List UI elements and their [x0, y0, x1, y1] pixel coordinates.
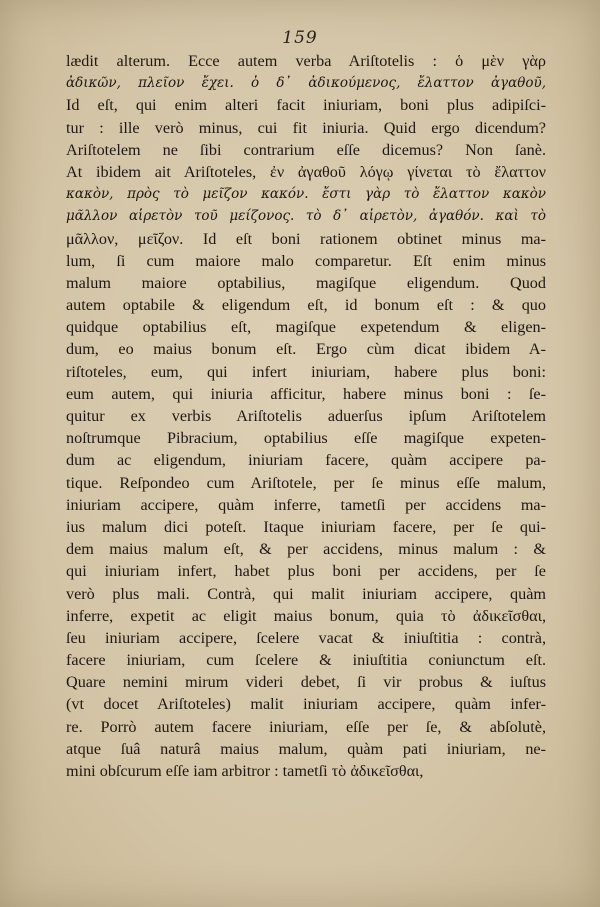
text-line: tique. Reſpondeo cum Ariſtotele, per ſe minus eſſe malum, — [66, 473, 546, 492]
text-line: dum, eo maius bonum eſt. Ergo cùm dicat ibidem A- — [66, 340, 546, 359]
text-line: atque ſuâ naturâ maius malum, quàm pati iniuriam, ne- — [66, 739, 546, 758]
text-line: autem optabile & eligendum eſt, id bonum eſt : & quo — [66, 296, 546, 315]
text-line: inferre, expetit ac eligit maius bonum, quia τὸ ἀδικεῖσθαι, — [66, 606, 546, 625]
text-line: ἀδικῶν, πλεῖον ἔχει. ὁ δ᾽ ἀδικούμενος, ἔλαττον ἀγαθοῦ, — [66, 75, 546, 92]
page-number: 159 — [282, 28, 318, 48]
text-line: re. Porrò autem facere iniuriam, eſſe per ſe, & abſolutè, — [66, 717, 546, 736]
text-line: verò plus mali. Contrà, qui malit iniuriam accipere, quàm — [66, 584, 546, 603]
text-line: dem maius malum eſt, & per accidens, minus malum : & — [66, 540, 546, 559]
text-line: lum, ſi cum maiore malo comparetur. Eſt enim minus — [66, 251, 546, 270]
text-line: dum ac eligendum, iniuriam facere, quàm accipere pa- — [66, 451, 546, 470]
text-line: ſeu iniuriam accipere, ſcelere vacat & iniuſtitia : contrà, — [66, 628, 546, 647]
text-line: tur : ille verò minus, cui fit iniuria. Quid ergo dicendum? — [66, 118, 546, 137]
text-line: Quare nemini mirum videri debet, ſi vir probus & iuſtus — [66, 673, 546, 692]
text-line: Ariſtotelem ne ſibi contrarium eſſe dicemus? Non ſanè. — [66, 140, 546, 159]
text-line: eum autem, qui iniuria afficitur, habere minus boni : ſe- — [66, 384, 546, 403]
text-line: ius malum dici poteſt. Itaque iniuriam facere, per ſe qui- — [66, 517, 546, 536]
text-line: riſtoteles, eum, qui infert iniuriam, habere plus boni: — [66, 362, 546, 381]
text-line: facere iniuriam, cum ſcelere & iniuſtitia coniunctum eſt. — [66, 651, 546, 670]
body-text — [66, 50, 546, 782]
text-line: mini obſcurum eſſe iam arbitror : tametſi τὸ ἀδικεῖσθαι, — [66, 762, 424, 780]
text-line: Id eſt, qui enim alteri facit iniuriam, boni plus adipiſci- — [66, 96, 546, 115]
text-line: κακὸν, πρὸς τὸ μεῖζον κακόν. ἔστι γὰρ τὸ ἔλαττον κακὸν — [66, 186, 546, 203]
text-line: μᾶλλον αἱρετὸν τοῦ μείζονος. τὸ δ᾽ αἱρετὸν, ἀγαθόν. καὶ τὸ — [66, 208, 546, 225]
text-line: μᾶλλον, μεῖζον. Id eſt boni rationem obtinet minus ma- — [66, 229, 546, 248]
text-line: quitur ex verbis Ariſtotelis aduerſus ipſum Ariſtotelem — [66, 407, 546, 425]
text-line: noſtrumque Pibracium, optabilius eſſe magiſque expeten- — [66, 429, 546, 448]
text-line: (vt docet Ariſtoteles) malit iniuriam accipere, quàm infer- — [66, 695, 546, 714]
text-line: iniuriam accipere, quàm inferre, tametſi per accidens ma- — [66, 495, 546, 514]
text-line: qui iniuriam infert, habet plus boni per accidens, per ſe — [66, 562, 546, 581]
text-line: lædit alterum. Ecce autem verba Ariſtotelis : ὁ μὲν γὰρ — [66, 52, 546, 70]
text-line: quidque optabilius eſt, magiſque expetendum & eligen- — [66, 318, 546, 337]
text-line: At ibidem ait Ariſtoteles, ἐν ἀγαθοῦ λόγῳ γίνεται τὸ ἔλαττον — [66, 162, 546, 181]
text-line: malum maiore optabilius, magiſque eligendum. Quod — [66, 273, 546, 292]
